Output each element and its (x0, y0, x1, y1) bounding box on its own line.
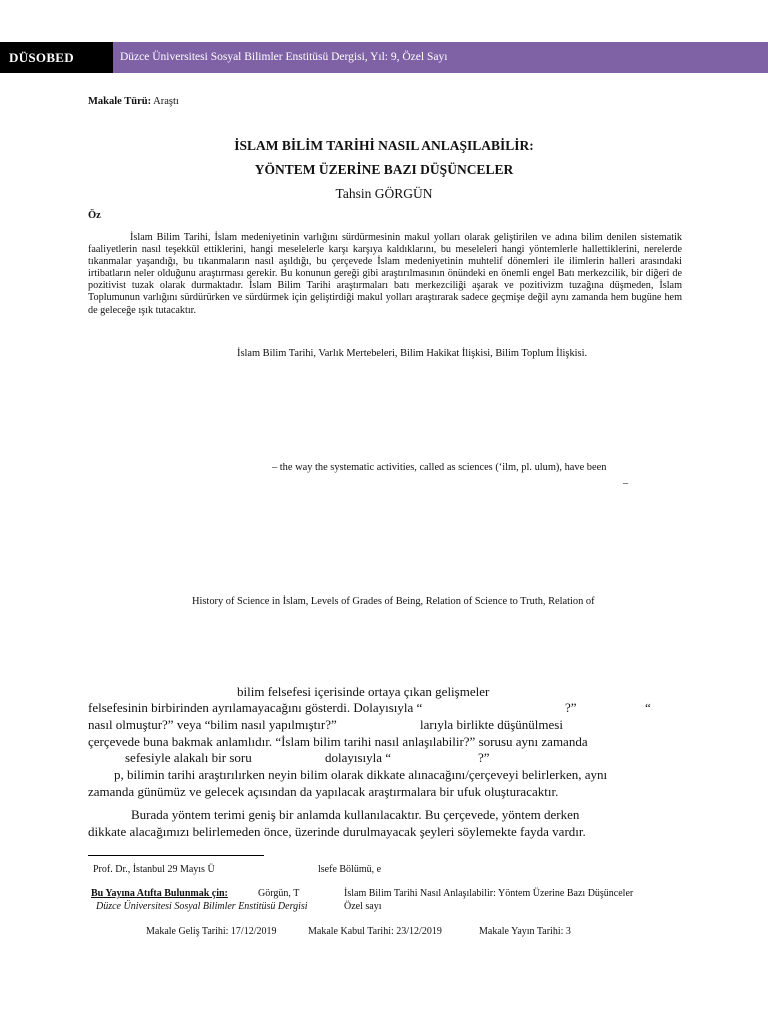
journal-header (0, 42, 768, 73)
keywords-en: History of Science in İslam, Levels of Grades of Being, Relation of Science to Truth, Relation of (192, 596, 595, 607)
date-received: Makale Geliş Tarihi: 17/12/2019 (146, 926, 277, 937)
author-name: Tahsin GÖRGÜN (335, 186, 433, 201)
journal-title: Düzce Üniversitesi Sosyal Bilimler Enstitüsü Dergisi, Yıl: 9, Özel Sayı (113, 42, 768, 73)
date-accepted: Makale Kabul Tarihi: 23/12/2019 (308, 926, 442, 937)
article-type-value: Araştı (153, 96, 179, 107)
article-type (88, 96, 179, 107)
footnote-rule (88, 855, 264, 856)
article-title-line1: İSLAM BİLİM TARİHİ NASIL ANLAŞILABİLİR: (234, 138, 534, 153)
footnote-affiliation-a: Prof. Dr., İstanbul 29 Mayıs Ü (93, 864, 215, 875)
article-type-label: Makale Türü: (88, 96, 152, 107)
keywords-tr: İslam Bilim Tarihi, Varlık Mertebeleri, Bilim Hakikat İlişkisi, Bilim Toplum İlişkisi. (237, 348, 588, 359)
intro-line-3: nasıl olmuştur?” veya “bilim nasıl yapılmıştır?” (88, 717, 337, 732)
intro-line-7: zamanda günümüz ve gelecek açısından da yapılacak araştırmalara bir ufuk oluşturacaktır. (88, 784, 559, 799)
intro-line-5a: sefesiyle alakalı bir soru (125, 750, 252, 765)
citation-author: Görgün, T (258, 888, 300, 899)
intro-line-5b: dolayısıyla “ (325, 750, 392, 765)
intro-line-1: bilim felsefesi içerisinde ortaya çıkan gelişmeler (237, 684, 490, 699)
abstract-tr (88, 232, 682, 317)
footnote-affiliation-b: lsefe Bölümü, e (318, 864, 382, 875)
intro-line-2-question: ?” (565, 700, 577, 715)
intro-line-2: felsefesinin birbirinden ayrılamayacağını gösterdi. Dolayısıyla “ (88, 700, 423, 715)
intro-para2-line-2: dikkate alacağımızı belirlemeden önce, üzerinde durulmayacak şeyleri söylemekte fayda vardır. (88, 824, 586, 839)
abstract-en-dash: – (623, 478, 629, 489)
intro-line-3b: larıyla birlikte düşünülmesi (420, 717, 563, 732)
intro-para2-line-1: Burada yöntem terimi geniş bir anlamda kullanılacaktır. Bu çerçevede, yöntem derken (131, 807, 580, 822)
citation-title: İslam Bilim Tarihi Nasıl Anlaşılabilir: Yöntem Üzerine Bazı Düşünceler (344, 888, 634, 899)
journal-logo: DÜSOBED (0, 42, 113, 73)
oz-heading: Öz (88, 210, 101, 221)
date-published: Makale Yayın Tarihi: 3 (479, 926, 571, 937)
intro-line-5c: ?” (478, 750, 490, 765)
intro-line-6: p, bilimin tarihi araştırılırken neyin bilim olarak dikkate alınacağını/çerçeveyi belirlerken, aynı (114, 767, 608, 782)
citation-journal: Düzce Üniversitesi Sosyal Bilimler Enstitüsü Dergisi (96, 901, 308, 912)
abstract-tr-text: İslam Bilim Tarihi, İslam medeniyetinin varlığını sürdürmesinin makul yolları olarak geliştirilen ve adına bilim denilen sistematik faaliyetlerin nasıl teşekkül ettiklerini, hangi meselelerle karşı karşıya kaldıklarını, bu meseleleri hangi yöntemlerle hallettiklerini, nerelerde tıkanmalar yaşandığı, bu tıkanmaların nasıl aşıldığı, bu çerçevede İslam medeniyetinin muhtelif dönemleri ile ilimlerin halleri arasındaki irtibatların neler olduğunu araştırması gerekir. Bu konunun gereği gibi araştırılmasının önündeki en önemli engel Batı merkezcilik, bir diğeri de pozitivist tuzak olarak durmaktadır. İslam Bilim Tarihi araştırmaları batı merkezciliği aşarak ve pozitivizm tuzağına düşmeden, İslam Toplumunun varlığını sürdürürken ve sürdürmek için geliştirdiği makul yolları araştırarak sadece geçmişe değil aynı zamanda hem bugüne hem de geleceğe ışık tutacaktır. (88, 232, 682, 316)
citation-label: Bu Yayına Atıfta Bulunmak çin: (91, 888, 228, 899)
article-title-line2: YÖNTEM ÜZERİNE BAZI DÜŞÜNCELER (254, 162, 514, 177)
abstract-en-fragment: – the way the systematic activities, called as sciences (‘ilm, pl. ulum), have been (272, 462, 607, 473)
intro-line-4: çerçevede buna bakmak anlamlıdır. “İslam bilim tarihi nasıl anlaşılabilir?” sorusu aynı zamanda (88, 734, 588, 749)
citation-issue: Özel sayı (344, 901, 382, 912)
intro-line-2-open: “ (645, 700, 651, 715)
